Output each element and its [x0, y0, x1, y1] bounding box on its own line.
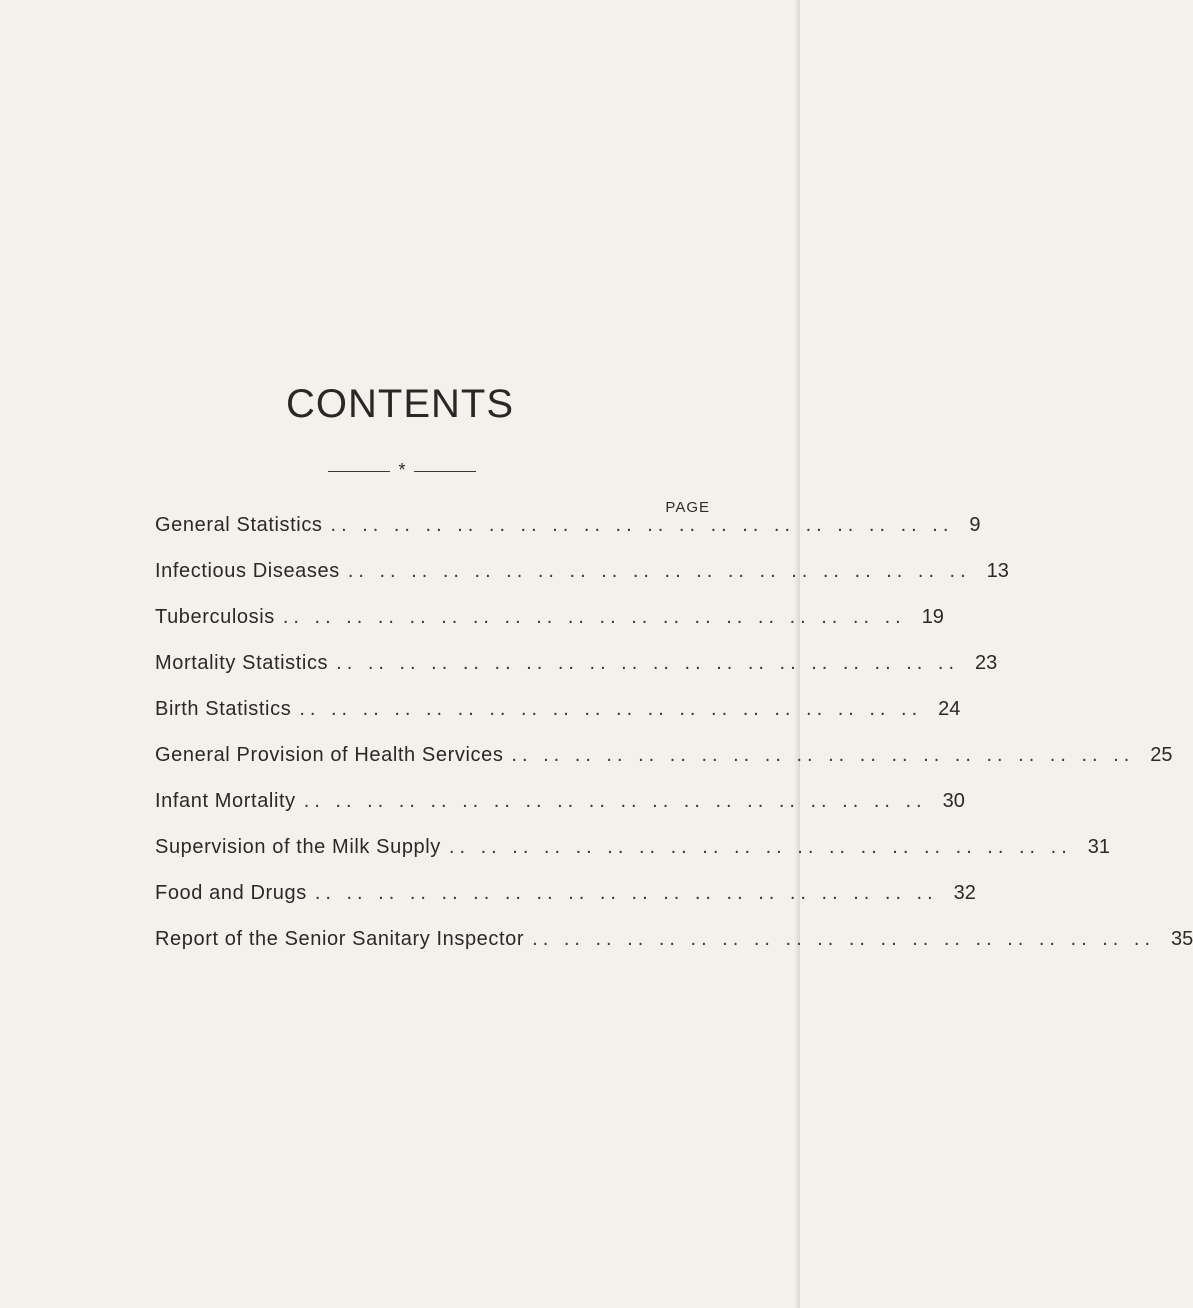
- toc-entry-label: Report of the Senior Sanitary Inspector: [155, 928, 525, 950]
- toc-entry-page: 30: [942, 790, 965, 812]
- toc-entry-page: 9: [969, 514, 981, 536]
- title-separator: [328, 460, 476, 480]
- toc-entry-page: 24: [938, 698, 961, 720]
- page-column-header: PAGE: [665, 499, 710, 516]
- separator-line-right: [414, 471, 476, 472]
- toc-entry-page: 31: [1087, 836, 1111, 858]
- toc-entry-label: Infectious Diseases: [155, 560, 340, 582]
- toc-entry-label: Birth Statistics: [155, 698, 292, 720]
- toc-entry-label: Mortality Statistics: [155, 652, 329, 674]
- toc-entry-page: 35: [1171, 928, 1193, 950]
- toc-entry-label: Food and Drugs: [155, 882, 307, 904]
- toc-entry-mortality-statistics: [155, 647, 998, 693]
- leader-dots: .. .. .. .. .. .. .. .. .. .. .. .. .. .. .. .. .. .. .. ..: [299, 698, 923, 720]
- toc-entry-milk-supply: [155, 831, 1111, 877]
- toc-entry-general-provision-health-services: [155, 739, 1173, 785]
- toc-entry-infant-mortality: [155, 785, 965, 831]
- toc-entry-general-statistics: [155, 509, 981, 555]
- toc-entry-page: 23: [975, 652, 998, 674]
- leader-dots: .. .. .. .. .. .. .. .. .. .. .. .. .. .. .. .. .. .. .. ..: [448, 836, 1072, 858]
- leader-dots: .. .. .. .. .. .. .. .. .. .. .. .. .. .. .. .. .. .. .. ..: [532, 928, 1155, 950]
- leader-dots: .. .. .. .. .. .. .. .. .. .. .. .. .. .. .. .. .. .. .. ..: [314, 882, 938, 904]
- toc-entry-label: General Statistics: [155, 514, 323, 536]
- toc-entry-tuberculosis: [155, 601, 944, 647]
- toc-entry-label: General Provision of Health Services: [155, 744, 504, 766]
- toc-entry-label: Infant Mortality: [155, 790, 296, 812]
- toc-entry-page: 19: [921, 606, 944, 628]
- leader-dots: .. .. .. .. .. .. .. .. .. .. .. .. .. .. .. .. .. .. .. ..: [330, 514, 954, 536]
- leader-dots: .. .. .. .. .. .. .. .. .. .. .. .. .. .. .. .. .. .. .. ..: [336, 652, 959, 674]
- toc-entry-page: 25: [1150, 744, 1173, 766]
- toc-entry-sanitary-inspector-report: [155, 923, 1193, 969]
- toc-entry-page: 32: [953, 882, 976, 904]
- leader-dots: .. .. .. .. .. .. .. .. .. .. .. .. .. .. .. .. .. .. .. ..: [347, 560, 971, 582]
- page-title: CONTENTS: [286, 382, 514, 426]
- leader-dots: .. .. .. .. .. .. .. .. .. .. .. .. .. .. .. .. .. .. .. ..: [282, 606, 906, 628]
- toc-entry-food-and-drugs: [155, 877, 976, 923]
- toc-entry-label: Supervision of the Milk Supply: [155, 836, 441, 858]
- asterisk-ornament: *: [398, 460, 406, 480]
- toc-entry-label: Tuberculosis: [155, 606, 275, 628]
- toc-entry-birth-statistics: [155, 693, 961, 739]
- table-of-contents: [155, 509, 1193, 969]
- toc-entry-page: 13: [986, 560, 1009, 582]
- leader-dots: .. .. .. .. .. .. .. .. .. .. .. .. .. .. .. .. .. .. .. ..: [511, 744, 1135, 766]
- separator-line-left: [328, 471, 390, 472]
- toc-entry-infectious-diseases: [155, 555, 1009, 601]
- leader-dots: .. .. .. .. .. .. .. .. .. .. .. .. .. .. .. .. .. .. .. ..: [303, 790, 927, 812]
